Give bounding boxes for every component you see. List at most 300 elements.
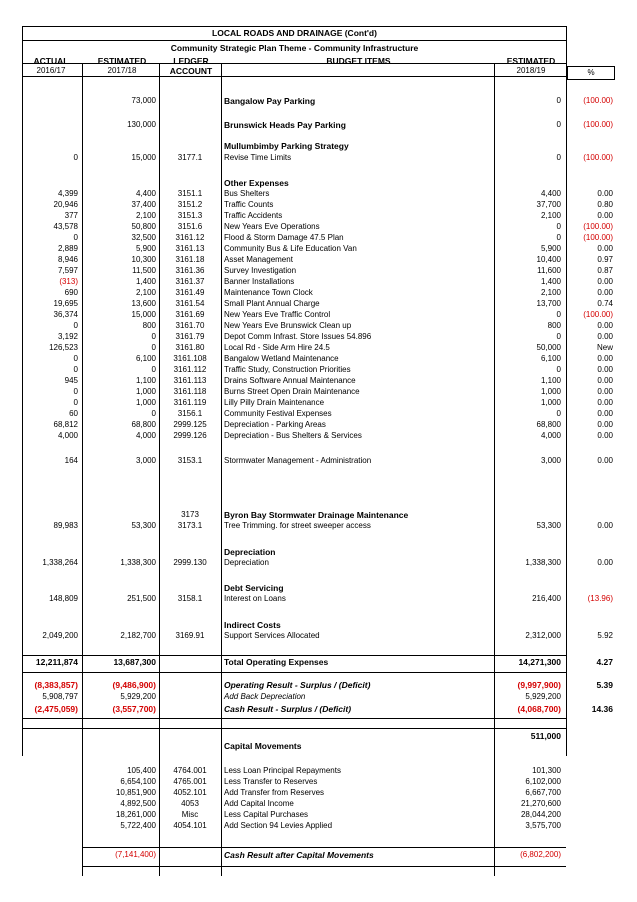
table-row [22,211,613,221]
cell-est1: (9,486,900) [112,680,156,690]
cell-est1: 32,500 [131,233,156,242]
cell-pct: 0.00 [597,354,613,363]
cell-est1: 4,892,500 [120,799,156,808]
table-row [22,510,567,520]
cell-est2: 4,000 [540,431,561,440]
cell-ledger: 3161.12 [175,233,205,242]
cell-ledger: 3173.1 [177,521,203,530]
cell-ledger: 2999.125 [173,420,207,429]
cell-actual: 1,338,264 [42,558,78,567]
table-row [22,255,613,265]
cell-pct: 0.00 [597,558,613,567]
cell-est2: 1,338,300 [525,558,561,567]
cell-ledger: Misc [181,810,199,819]
list-item [22,799,567,809]
cell-item: Flood & Storm Damage 47.5 Plan [224,233,344,242]
cell-actual: 3,192 [57,332,78,341]
col-actual-year: 2016/17 [36,66,66,75]
col-est1-year: 2017/18 [107,66,137,75]
cell-est1: 6,100 [135,354,156,363]
table-row [22,521,613,531]
cell-est2: 10,400 [536,255,561,264]
cell-est2: (9,997,900) [517,680,561,690]
cell-pct: 0.00 [597,244,613,253]
cell-item: Drains Software Annual Maintenance [224,376,356,385]
col-est1-label: ESTIMATED [97,56,147,66]
cell-actual: 0 [73,233,78,242]
table-row [22,266,613,276]
cell-est2: 1,100 [540,376,561,385]
cell-pct: 0.00 [597,521,613,530]
table-row [22,398,613,408]
cell-est2: 6,667,700 [525,788,561,797]
table-row [22,178,567,188]
cell-pct: 0.00 [597,365,613,374]
cell-est1: 4,000 [135,431,156,440]
cell-ledger: 3173 [181,510,199,519]
cell-item: Indirect Costs [224,620,281,630]
cell-est1: 5,722,400 [120,821,156,830]
table-row [22,376,613,386]
table-row [22,547,567,557]
cell-est2: 13,700 [536,299,561,308]
list-item [22,821,567,831]
cell-pct: 0.00 [597,376,613,385]
cell-pct: 0.00 [597,431,613,440]
cell-ledger: 3161.70 [175,321,205,330]
col-est2-label: ESTIMATED [506,56,556,66]
col-actual-label: ACTUAL [33,56,69,66]
cell-actual: 19,695 [53,299,78,308]
cell-ledger: 3158.1 [177,594,203,603]
cell-est2: 11,600 [537,266,561,275]
cell-actual: 126,523 [49,343,78,352]
cell-ledger: 3153.1 [177,456,203,465]
cell-item: New Years Eve Traffic Control [224,310,331,319]
col-ledger-label: LEDGER [173,56,209,66]
cell-est1: 2,182,700 [120,631,156,640]
cell-est1: 105,400 [127,766,156,775]
cell-item: Add Transfer from Reserves [224,788,325,797]
cell-est2: 216,400 [532,594,561,603]
cell-est2: 6,100 [540,354,561,363]
table-row [22,222,613,232]
cell-est1: 15,000 [131,310,156,319]
cell-ledger: 3151.1 [177,189,203,198]
cell-est2: 1,000 [540,398,561,407]
cell-actual: (313) [59,277,78,286]
table-row [22,594,613,604]
cell-est1: 3,000 [135,456,156,465]
cell-pct: 0.87 [597,266,613,275]
cell-est2: 2,100 [540,211,561,220]
cell-item: Mullumbimby Parking Strategy [224,141,349,151]
cell-item: Community Bus & Life Education Van [224,244,357,253]
cell-ledger: 3161.69 [175,310,205,319]
cell-item: Depot Comm Infrast. Store Issues 54.896 [224,332,372,341]
cell-est2: 3,575,700 [525,821,561,830]
cell-est2: 2,312,000 [525,631,561,640]
cell-est2: 0 [556,310,561,319]
cell-est2: 4,400 [540,189,561,198]
table-row [22,620,567,630]
pct-header-box [567,66,615,80]
cell-ledger: 3161.112 [173,365,207,374]
cell-item: Interest on Loans [224,594,286,603]
cell-actual: 377 [64,211,78,220]
col-ledger-sub: ACCOUNT [169,66,213,76]
cell-est1: 5,900 [135,244,156,253]
col-est2-year: 2018/19 [516,66,546,75]
cell-pct: 5.39 [596,680,613,690]
cell-item: Small Plant Annual Charge [224,299,320,308]
cell-est2: 0 [556,409,561,418]
cell-item: Bangalow Wetland Maintenance [224,354,339,363]
cell-est2: 1,400 [540,277,561,286]
cell-actual: 0 [73,354,78,363]
table-row [22,244,613,254]
cell-actual: 164 [64,456,78,465]
cell-ledger: 3151.2 [177,200,203,209]
cell-est1: 13,687,300 [113,657,156,667]
cell-item: Burns Street Open Drain Maintenance [224,387,360,396]
table-row [22,558,613,568]
cell-item: Cash Result - Surplus / (Deficit) [224,704,352,714]
cell-ledger: 3161.49 [175,288,205,297]
cell-ledger: 3161.36 [175,266,205,275]
budget-sheet [22,26,613,866]
cell-ledger: 4052.101 [173,788,207,797]
cell-est2: 101,300 [532,766,561,775]
table-row [22,420,613,430]
cell-item: Traffic Study, Construction Priorities [224,365,351,374]
cell-pct: 0.00 [597,409,613,418]
cell-est2: 3,000 [540,456,561,465]
cell-pct: 0.80 [597,200,613,209]
cell-est2: 0 [556,233,561,242]
table-row [22,189,613,199]
cell-est1: 13,600 [131,299,156,308]
cell-ledger: 3161.54 [175,299,205,308]
table-row [22,631,613,641]
cell-item: Survey Investigation [224,266,297,275]
table-row [22,431,613,441]
cell-est2: 37,700 [536,200,561,209]
cell-est2: 6,102,000 [525,777,561,786]
cell-pct: (100.00) [583,153,613,162]
cell-est1: 1,400 [135,277,156,286]
table-row [22,141,567,151]
cell-item: Depreciation - Parking Areas [224,420,326,429]
cell-item: Operating Result - Surplus / (Deficit) [224,680,371,690]
cell-pct: (100.00) [583,96,613,105]
cell-est1: 1,000 [135,387,156,396]
list-item [22,810,567,820]
cell-pct: 0.00 [597,398,613,407]
cell-pct: 0.00 [597,420,613,429]
cell-est2: 800 [547,321,561,330]
cell-item: Capital Movements [224,741,302,751]
cell-est1: 251,500 [127,594,156,603]
table-row [22,233,613,243]
table-row [22,409,613,419]
cell-pct: 0.00 [597,387,613,396]
cell-actual: 7,597 [57,266,78,275]
cell-item: Asset Management [224,255,293,264]
cell-actual: 690 [64,288,78,297]
cell-est1: 18,261,000 [115,810,156,819]
cell-est2: (4,068,700) [517,704,561,714]
table-row [22,387,613,397]
cell-est1: 53,300 [131,521,156,530]
cell-est1: 0 [151,409,156,418]
col-items-label: BUDGET ITEMS [326,56,391,66]
cell-est1: 1,000 [135,398,156,407]
table-row [22,120,613,130]
cell-item: Banner Installations [224,277,295,286]
cell-pct: (13.96) [587,594,613,603]
cell-actual: 20,946 [53,200,78,209]
cell-item: Lilly Pilly Drain Maintenance [224,398,325,407]
cell-est1: 2,100 [135,288,156,297]
cell-item: Support Services Allocated [224,631,320,640]
cell-item: Maintenance Town Clock [224,288,313,297]
cell-pct: 5.92 [597,631,613,640]
cell-est2: 2,100 [540,288,561,297]
cell-est2: 1,000 [540,387,561,396]
cell-actual: (8,383,857) [34,680,78,690]
table-row [22,657,613,667]
list-item [22,788,567,798]
cell-est1: 6,654,100 [120,777,156,786]
cell-ledger: 3161.118 [173,387,207,396]
cell-est1: 50,800 [131,222,156,231]
cell-item: New Years Eve Brunswick Clean up [224,321,352,330]
cell-ledger: 3161.79 [175,332,205,341]
cell-pct: New [596,343,613,352]
cell-est1: 73,000 [131,96,156,105]
capital-final-row [22,850,567,860]
cell-ledger: 2999.126 [173,431,207,440]
cell-ledger: 3151.3 [177,211,203,220]
table-row [22,299,613,309]
cell-est2: 50,000 [536,343,561,352]
cell-pct: (100.00) [583,233,613,242]
cell-est1: (3,557,700) [112,704,156,714]
cell-actual: 43,578 [53,222,78,231]
cell-est1: 37,400 [131,200,156,209]
cell-est1: (7,141,400) [115,850,156,859]
cell-est1: 800 [142,321,156,330]
table-row [22,354,613,364]
cell-ledger: 3161.113 [173,376,207,385]
table-row [22,680,613,690]
cell-item: Tree Trimming. for street sweeper access [224,521,371,530]
cell-est2: 21,270,600 [520,799,561,808]
table-row [22,332,613,342]
cell-est2: (6,802,200) [520,850,561,859]
cell-est1: 5,929,200 [120,692,156,701]
cell-actual: 5,908,797 [42,692,78,701]
cell-actual: 0 [73,153,78,162]
cell-est1: 0 [151,343,156,352]
cell-actual: 0 [73,387,78,396]
cell-actual: 0 [73,398,78,407]
cell-est2: 0 [556,96,561,105]
cell-ledger: 3161.37 [175,277,205,286]
cell-pct: 0.00 [597,456,613,465]
cell-ledger: 3161.80 [175,343,205,352]
cell-pct: (100.00) [583,310,613,319]
table-row [22,365,613,375]
cell-item: Other Expenses [224,178,289,188]
cell-pct: 0.74 [597,299,613,308]
table-row [22,153,613,163]
cell-pct: 0.00 [597,321,613,330]
cell-pct: 0.00 [597,189,613,198]
cell-item: Debt Servicing [224,583,284,593]
cell-ledger: 4054.101 [173,821,207,830]
cell-est1: 10,851,900 [115,788,156,797]
cell-ledger: 3161.119 [173,398,207,407]
cell-item: Community Festival Expenses [224,409,332,418]
cell-actual: 4,399 [57,189,78,198]
cell-est1: 0 [151,365,156,374]
cell-est1: 1,338,300 [120,558,156,567]
list-item [22,766,567,776]
cell-est1: 10,300 [131,255,156,264]
cell-pct: 14.36 [591,704,613,714]
cell-est2: 53,300 [536,521,561,530]
cell-ledger: 3161.18 [175,255,205,264]
cell-actual: 2,049,200 [42,631,78,640]
cell-ledger: 3161.108 [173,354,207,363]
cell-actual: 148,809 [49,594,78,603]
cell-ledger: 2999.130 [173,558,207,567]
cell-item: Stormwater Management - Administration [224,456,372,465]
cell-item: Cash Result after Capital Movements [224,850,374,860]
cell-pct: 0.97 [597,255,613,264]
cell-est2: 0 [556,120,561,129]
cell-est2: 28,044,200 [520,810,561,819]
table-row [22,583,567,593]
cell-est2: 5,929,200 [525,692,561,701]
list-item [22,777,567,787]
cell-est1: 4,400 [135,189,156,198]
cell-actual: (2,475,059) [34,704,78,714]
cell-item: Byron Bay Stormwater Drainage Maintenance [224,510,409,520]
cell-est1: 15,000 [131,153,156,162]
cell-item: Add Capital Income [224,799,294,808]
cell-item: Add Back Depreciation [224,692,306,701]
cell-est2: 0 [556,222,561,231]
cell-est2: 5,900 [540,244,561,253]
cell-est2: 68,800 [536,420,561,429]
cell-pct: (100.00) [583,120,613,129]
cell-item: Less Transfer to Reserves [224,777,318,786]
cell-item: Total Operating Expenses [224,657,329,667]
cell-ledger: 4764.001 [173,766,207,775]
cell-est1: 2,100 [135,211,156,220]
cell-item: Revise Time Limits [224,153,292,162]
table-row [22,288,613,298]
cell-item: Bus Shelters [224,189,270,198]
table-row [22,200,613,210]
cell-pct: 4.27 [596,657,613,667]
table-row [22,343,613,353]
page-title: LOCAL ROADS AND DRAINAGE (Cont'd) [212,28,377,38]
cell-ledger: 3177.1 [177,153,203,162]
cell-item: Traffic Accidents [224,211,283,220]
cell-actual: 2,889 [57,244,78,253]
cell-actual: 0 [73,365,78,374]
cell-item: Depreciation [224,547,276,557]
cell-actual: 12,211,874 [35,657,78,667]
cell-est1: 1,100 [135,376,156,385]
cell-ledger: 3151.6 [177,222,203,231]
table-row [22,310,613,320]
cell-est1: 0 [151,332,156,341]
cell-est2: 14,271,300 [518,657,561,667]
cell-item: Local Rd - Side Arm Hire 24.5 [224,343,330,352]
cell-actual: 60 [69,409,78,418]
table-row [22,321,613,331]
cell-pct: (100.00) [583,222,613,231]
cell-item: Less Capital Purchases [224,810,309,819]
cell-item: Traffic Counts [224,200,274,209]
cell-ledger: 3169.91 [175,631,205,640]
cell-item: Depreciation - Bus Shelters & Services [224,431,362,440]
cell-ledger: 4053 [181,799,199,808]
cell-ledger: 3156.1 [177,409,203,418]
cell-actual: 945 [64,376,78,385]
page-subtitle: Community Strategic Plan Theme - Community Infrastructure [170,43,419,53]
table-row [22,96,613,106]
table-row [22,277,613,287]
cell-actual: 0 [73,321,78,330]
cell-ledger: 3161.13 [175,244,205,253]
col-pct-label: % [587,68,595,77]
cell-item: New Years Eve Operations [224,222,320,231]
cell-actual: 68,812 [53,420,78,429]
capital-heading [22,741,567,751]
cell-est2: 0 [556,365,561,374]
cell-est1: 68,800 [131,420,156,429]
cell-actual: 89,983 [53,521,78,530]
cell-actual: 4,000 [57,431,78,440]
cell-item: Bangalow Pay Parking [224,96,316,106]
cell-item: Less Loan Principal Repayments [224,766,341,775]
cell-est1: 11,500 [132,266,156,275]
cell-actual: 36,374 [53,310,78,319]
cell-pct: 0.00 [597,332,613,341]
cell-pct: 0.00 [597,288,613,297]
cell-est2: 511,000 [530,731,561,741]
cell-ledger: 4765.001 [173,777,207,786]
cell-pct: 0.00 [597,277,613,286]
cell-pct: 0.00 [597,211,613,220]
cell-est2: 0 [556,332,561,341]
cell-item: Depreciation [224,558,269,567]
table-row [22,692,567,702]
cell-est1: 130,000 [127,120,156,129]
capital-top-value [22,731,567,741]
table-row [22,456,613,466]
cell-item: Brunswick Heads Pay Parking [224,120,346,130]
cell-actual: 8,946 [57,255,78,264]
cell-item: Add Section 94 Levies Applied [224,821,333,830]
cell-est2: 0 [556,153,561,162]
